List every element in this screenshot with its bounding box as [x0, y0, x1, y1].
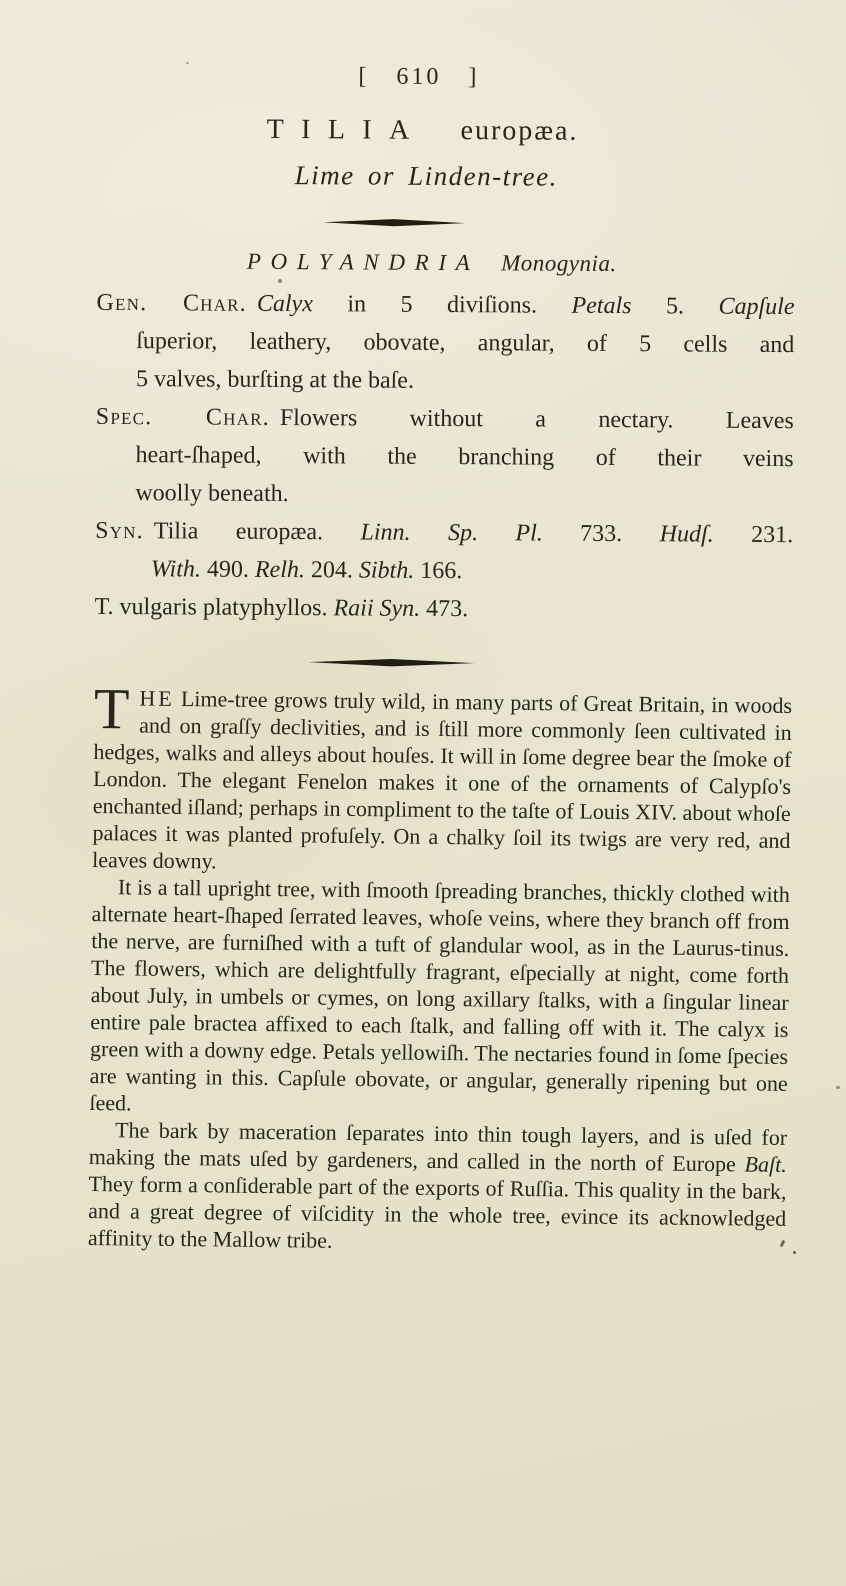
- text-line: [95, 474, 793, 516]
- text-segment: ſuperior, leathery, obovate, angular, of 5 cells and: [136, 328, 795, 359]
- text-segment: Spec. Char.: [95, 403, 270, 431]
- text-segment: T. vulgaris platyphyllos.: [94, 593, 334, 622]
- text-line: [96, 322, 794, 364]
- text-segment: Hudſ.: [659, 521, 714, 548]
- species-heading: [73, 113, 771, 149]
- body-paragraph: [89, 873, 790, 1124]
- species-epithet: europæa.: [460, 115, 579, 147]
- text-segment: Gen. Char.: [96, 289, 248, 317]
- text-segment: It is a tall upright tree, with ſmooth ſpreading branches, thickly clothed with alternate heart-ſhaped ſerrated leaves, whoſe veins, where they branch off from the nerve, are furniſhed with a tuft of glandular wool, as in the Laurus-tinus. The flowers, which are delightfully fragrant, eſpecially at night, come forth about July, in umbels or cymes, on long axillary ſtalks, with a ſingular linear entire pale bractea affixed to each ſtalk, and falling off with it. The calyx is green with a downy edge. Petals yellowiſh. The nectaries found in ſome ſpecies are wanting in this. Capſule obovate, or angular, generally ripening but one ſeed.: [89, 874, 791, 1116]
- linnaean-classification: [83, 248, 781, 278]
- text-line: [95, 436, 793, 478]
- top-rule-row: [45, 212, 743, 234]
- ink-speck: [793, 1251, 796, 1254]
- genus-name: TILIA: [266, 113, 427, 146]
- body-paragraph: [88, 1116, 787, 1259]
- text-segment: Raii Syn.: [333, 595, 421, 622]
- text-line: [95, 550, 793, 592]
- text-line: [96, 360, 794, 402]
- text-line: [96, 398, 794, 440]
- mid-rule-row: [42, 652, 740, 674]
- text-segment: Baſt.: [744, 1151, 787, 1177]
- page-number: [ 610 ]: [358, 63, 480, 91]
- common-name: Lime or Linden-tree.: [294, 160, 559, 192]
- text-segment: 5.: [631, 293, 719, 320]
- body-paragraph: [92, 676, 793, 881]
- text-segment: heart-ſhaped, with the branching of their veins: [135, 442, 794, 473]
- ink-speck: [186, 62, 189, 64]
- text-segment: woolly beneath.: [135, 480, 289, 508]
- text-line: [96, 284, 794, 326]
- swelled-rule-icon: [323, 218, 465, 229]
- text-segment: 490.: [200, 556, 256, 583]
- text-segment: Linn. Sp. Pl.: [360, 519, 543, 547]
- text-segment: They form a conſiderable part of the exports of Ruſſia. This quality in the bark, and a great degree of viſcidity in the whole tree, evince its acknowledged affinity to the Mallow tribe.: [87, 1170, 787, 1253]
- text-segment: Sibth.: [358, 557, 415, 584]
- text-segment: The bark by maceration ſeparates into thin tough layers, and is uſed for making the mats uſed by gardeners, and called in the north of Europe: [88, 1117, 788, 1177]
- text-segment: 733.: [542, 520, 660, 548]
- text-segment: 204.: [304, 557, 359, 584]
- ink-speck: [278, 279, 282, 283]
- text-segment: Lime-tree grows truly wild, in many parts of Great Britain, in woods and on graſſy declivities, and is ſtill more commonly ſeen cultivated in hedges, walks and alleys about houſes. It will in ſome degree bear the ſmoke of London. The elegant Fenelon makes it one of the ornaments of Calypſo's enchanted iſland; perhaps in compliment to the taſte of Louis XIV. about whoſe palaces it was planted profuſely. On a chalky ſoil its twigs are very red, and leaves downy.: [92, 685, 793, 874]
- text-segment: 473.: [420, 595, 469, 623]
- order-name: Monogynia.: [501, 250, 617, 277]
- text-segment: Tilia europæa.: [153, 518, 361, 546]
- text-segment: Syn.: [95, 517, 144, 545]
- text-segment: With.: [150, 556, 202, 583]
- page-content: [87, 62, 796, 1257]
- description-body: [87, 676, 793, 1259]
- synonyms-section: [95, 512, 794, 630]
- character-blocks: [95, 284, 795, 630]
- text-segment: 5 valves, burſting at the baſe.: [135, 366, 415, 394]
- drop-cap-letter: T: [93, 676, 130, 742]
- text-segment: 166.: [414, 557, 463, 585]
- text-segment: Capſule: [718, 293, 795, 321]
- swelled-rule-icon: [308, 657, 474, 668]
- ink-speck: [836, 1086, 840, 1089]
- class-name: POLYANDRIA: [246, 248, 480, 276]
- generic-character-section: [96, 284, 795, 402]
- text-line: [95, 588, 793, 630]
- text-line: [95, 512, 793, 554]
- text-segment: 231.: [713, 521, 794, 549]
- text-segment: Calyx: [256, 290, 313, 318]
- text-segment: Flowers without a nectary. Leaves: [279, 404, 794, 435]
- text-segment: in 5 diviſions.: [312, 291, 572, 319]
- specific-character-section: [95, 398, 794, 516]
- text-segment: Relh.: [254, 556, 305, 584]
- text-segment: Petals: [571, 292, 632, 320]
- text-segment: HE: [139, 685, 175, 711]
